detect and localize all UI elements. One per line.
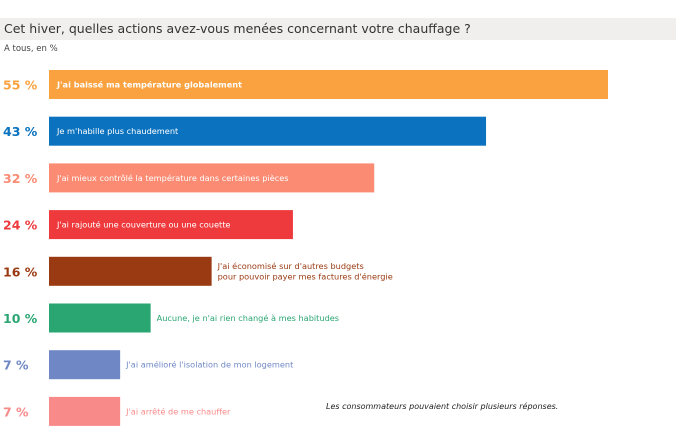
bar-label: Aucune, je n'ai rien changé à mes habitudes	[156, 313, 340, 323]
bar-label: J'ai arrêté de me chauffer	[126, 406, 231, 417]
bar-label: J'ai rajouté une couverture ou une couette	[57, 219, 231, 230]
chart-subtitle: A tous, en %	[4, 44, 58, 54]
bar-label: J'ai économisé sur d'autres budgets pour pouvoir payer mes factures d'énergie	[217, 261, 393, 282]
chart-title: Cet hiver, quelles actions avez-vous menées concernant votre chauffage ?	[4, 21, 471, 36]
value-label: 55 %	[3, 77, 38, 93]
value-label: 32 %	[3, 170, 38, 186]
bar-label: J'ai baissé ma température globalement	[57, 79, 243, 90]
value-label: 43 %	[3, 124, 38, 140]
bar	[49, 304, 151, 333]
bar-label: J'ai amélioré l'isolation de mon logement	[126, 359, 294, 370]
bar	[49, 397, 120, 426]
bar	[49, 350, 120, 379]
bar-label: Je m'habille plus chaudement	[57, 126, 179, 137]
bar-label: J'ai mieux contrôlé la température dans certaines pièces	[57, 172, 289, 183]
value-label: 10 %	[3, 311, 38, 326]
footnote: Les consommateurs pouvaient choisir plusieurs réponses.	[326, 402, 559, 411]
value-label: 7 %	[3, 357, 29, 373]
value-label: 24 %	[3, 217, 38, 233]
value-label: 16 %	[3, 264, 38, 280]
value-label: 7 %	[3, 404, 29, 420]
bar	[49, 257, 212, 286]
